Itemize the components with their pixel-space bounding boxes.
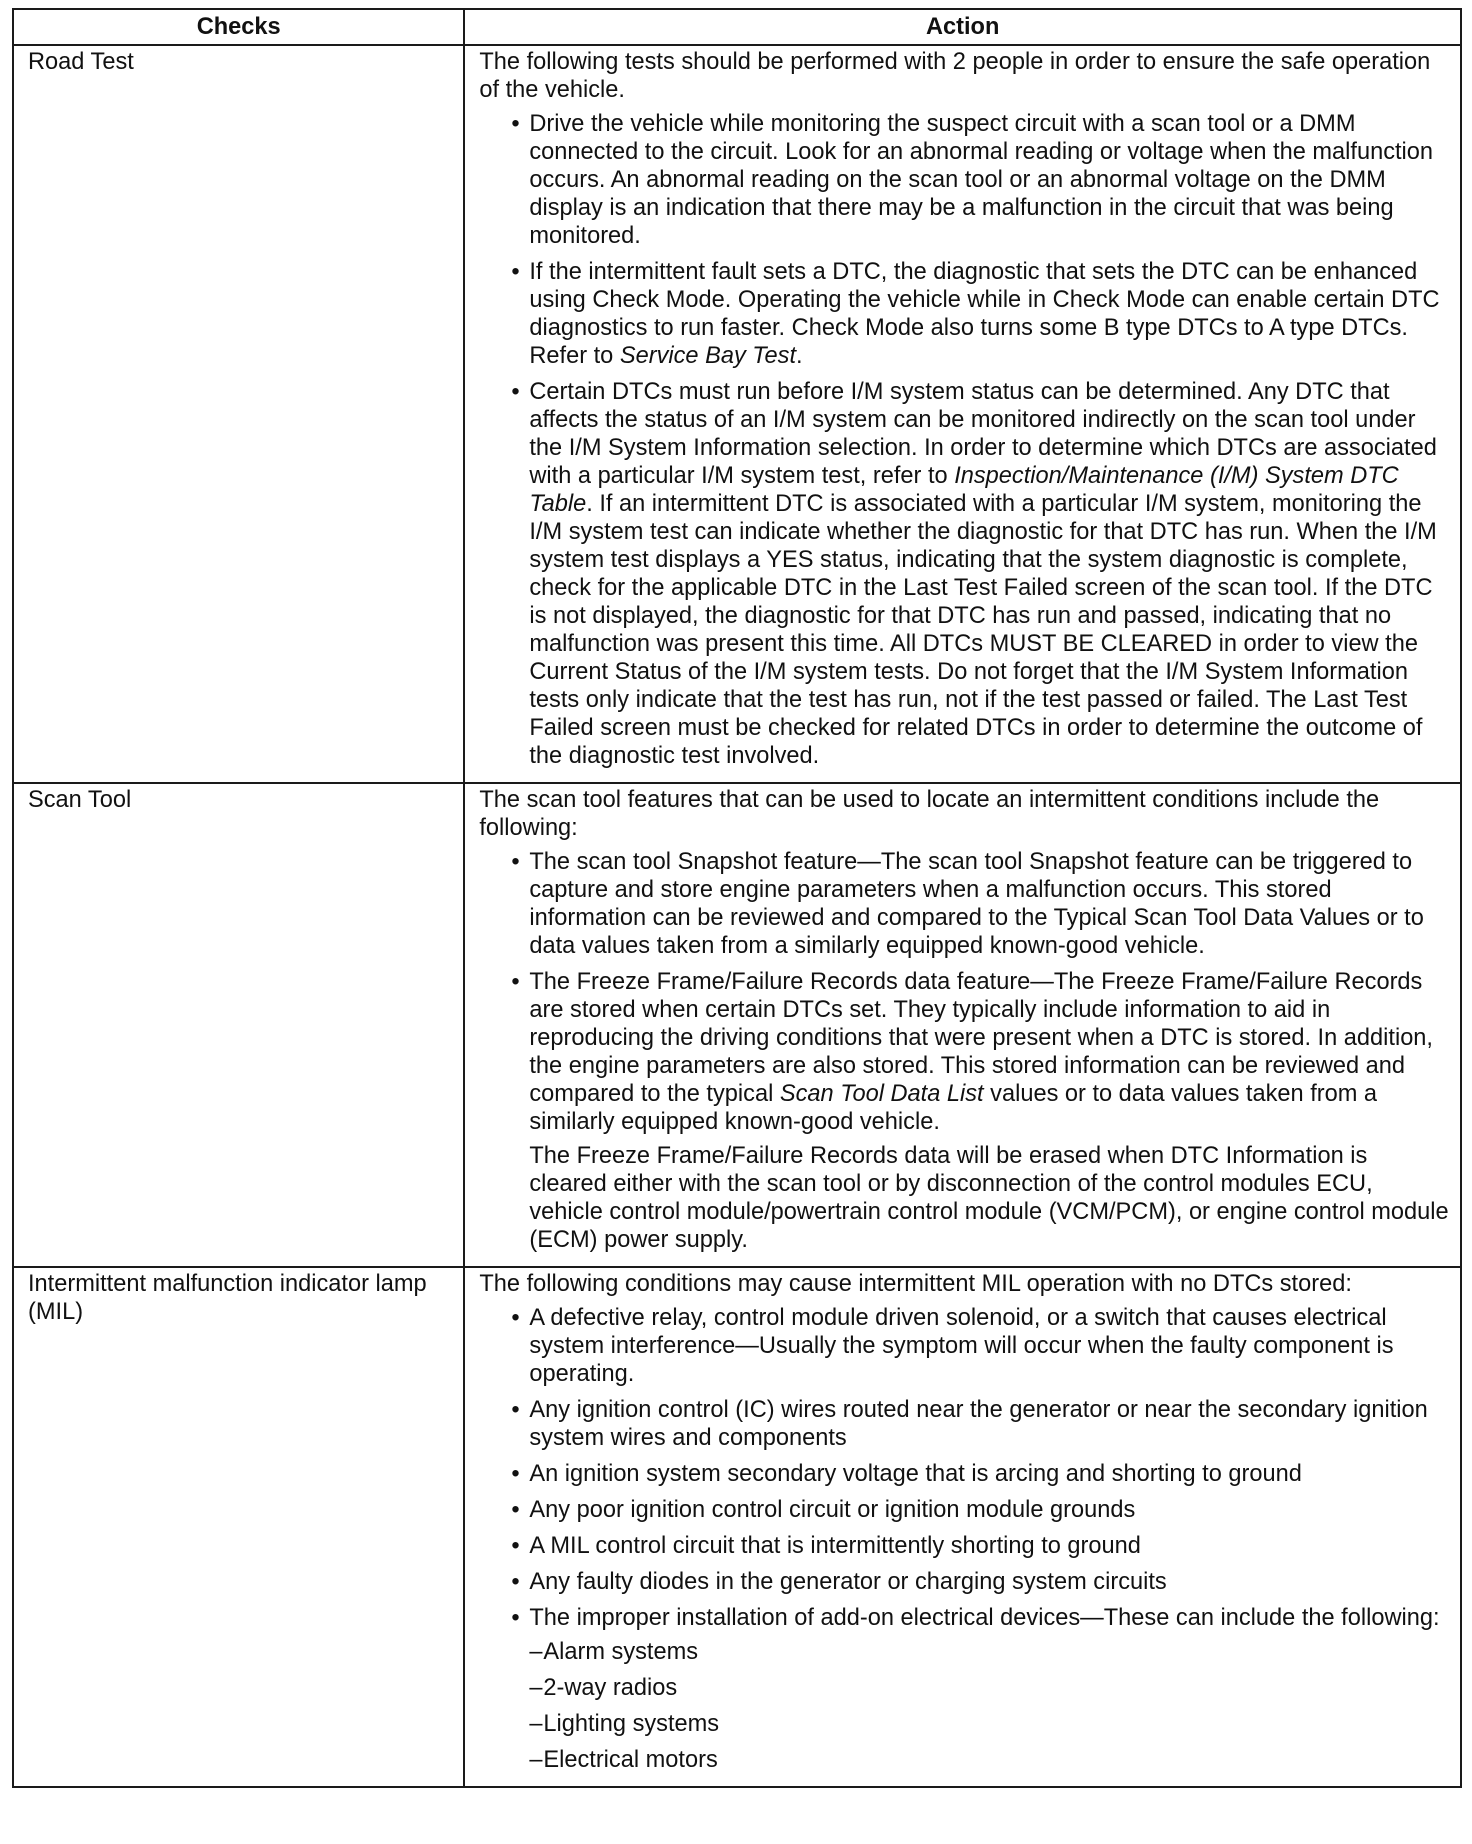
bullet-item: • Any ignition control (IC) wires routed near the generator or near the secondary ignition system wires and components xyxy=(479,1396,1450,1452)
cross-reference: Scan Tool Data List xyxy=(779,1081,984,1107)
bullet-item: • A MIL control circuit that is intermittently shorting to ground xyxy=(479,1532,1450,1560)
table-row xyxy=(13,783,1461,1267)
action-cell xyxy=(464,1267,1461,1787)
bullet-note: The Freeze Frame/Failure Records data will be erased when DTC Information is cleared either with the scan tool or by disconnection of the control modules ECU, vehicle control module/powertrain control module (VCM/PCM), or engine control module (ECM) power supply. xyxy=(529,1143,1449,1253)
bullet-item: • The Freeze Frame/Failure Records data feature—The Freeze Frame/Failure Records are stored when certain DTCs set. They typically include information to aid in reproducing the driving conditions that were present when a DTC is stored. In addition, the engine parameters are also stored. This stored information can be reviewed and compared to the typical Scan Tool Data List values or to data values taken from a similarly equipped known-good vehicle. The Freeze Frame/Failure Records data will be erased when DTC Information is cleared either with the scan tool or by disconnection of the control modules ECU, vehicle control module/powertrain control module (VCM/PCM), or engine control module (ECM) power supply. xyxy=(479,968,1450,1254)
table-row xyxy=(13,1267,1461,1787)
action-intro: The following tests should be performed with 2 people in order to ensure the safe operation of the vehicle. xyxy=(479,49,1431,103)
action-intro: The scan tool features that can be used to locate an intermittent conditions include the following: xyxy=(479,787,1380,841)
bullet-list xyxy=(479,848,1450,1254)
table-row xyxy=(13,45,1461,783)
action-cell xyxy=(464,783,1461,1267)
cross-reference: Service Bay Test xyxy=(619,343,797,369)
sub-list-item: – Electrical motors xyxy=(529,1746,1450,1774)
bullet-item: • Drive the vehicle while monitoring the suspect circuit with a scan tool or a DMM connected to the circuit. Look for an abnormal reading or voltage when the malfunction occurs. An abnormal reading on the scan tool or an abnormal voltage on the DMM display is an indication that there may be a malfunction in the circuit that was being monitored. xyxy=(479,110,1450,250)
bullet-item: • The improper installation of add-on electrical devices—These can include the following: – Alarm systems – 2-way radios – Lighting systems – Electrical motors xyxy=(479,1604,1450,1774)
check-cell: Scan Tool xyxy=(13,783,464,1267)
check-cell: Road Test xyxy=(13,45,464,783)
checks-table xyxy=(12,8,1462,1788)
sub-list-item: – Lighting systems xyxy=(529,1710,1450,1738)
header-checks: Checks xyxy=(13,9,464,45)
sub-list xyxy=(529,1638,1450,1774)
action-intro: The following conditions may cause intermittent MIL operation with no DTCs stored: xyxy=(479,1271,1352,1297)
check-cell: Intermittent malfunction indicator lamp (MIL) xyxy=(13,1267,464,1787)
bullet-item: • Any faulty diodes in the generator or charging system circuits xyxy=(479,1568,1450,1596)
bullet-list xyxy=(479,110,1450,770)
bullet-item: • Any poor ignition control circuit or ignition module grounds xyxy=(479,1496,1450,1524)
header-action: Action xyxy=(464,9,1461,45)
sub-list-item: – Alarm systems xyxy=(529,1638,1450,1666)
bullet-item: • Certain DTCs must run before I/M system status can be determined. Any DTC that affects the status of an I/M system can be monitored indirectly on the scan tool under the I/M System Information selection. In order to determine which DTCs are associated with a particular I/M system test, refer to Inspection/Maintenance (I/M) System DTC Table. If an intermittent DTC is associated with a particular I/M system, monitoring the I/M system test can indicate whether the diagnostic for that DTC has run. When the I/M system test displays a YES status, indicating that the system diagnostic is complete, check for the applicable DTC in the Last Test Failed screen of the scan tool. If the DTC is not displayed, the diagnostic for that DTC has run and passed, indicating that no malfunction was present this time. All DTCs MUST BE CLEARED in order to view the Current Status of the I/M system tests. Do not forget that the I/M System Information tests only indicate that the test has run, not if the test passed or failed. The Last Test Failed screen must be checked for related DTCs in order to determine the outcome of the diagnostic test involved. xyxy=(479,378,1450,770)
cross-reference: Inspection/Maintenance (I/M) System DTC Table xyxy=(529,463,1399,517)
sub-list-item: – 2-way radios xyxy=(529,1674,1450,1702)
action-cell xyxy=(464,45,1461,783)
bullet-list xyxy=(479,1304,1450,1774)
bullet-item: • The scan tool Snapshot feature—The scan tool Snapshot feature can be triggered to capture and store engine parameters when a malfunction occurs. This stored information can be reviewed and compared to the Typical Scan Tool Data Values or to data values taken from a similarly equipped known-good vehicle. xyxy=(479,848,1450,960)
bullet-item: • If the intermittent fault sets a DTC, the diagnostic that sets the DTC can be enhanced using Check Mode. Operating the vehicle while in Check Mode can enable certain DTC diagnostics to run faster. Check Mode also turns some B type DTCs to A type DTCs. Refer to Service Bay Test. xyxy=(479,258,1450,370)
header-row xyxy=(13,9,1461,45)
bullet-item: • An ignition system secondary voltage that is arcing and shorting to ground xyxy=(479,1460,1450,1488)
bullet-item: • A defective relay, control module driven solenoid, or a switch that causes electrical system interference—Usually the symptom will occur when the faulty component is operating. xyxy=(479,1304,1450,1388)
